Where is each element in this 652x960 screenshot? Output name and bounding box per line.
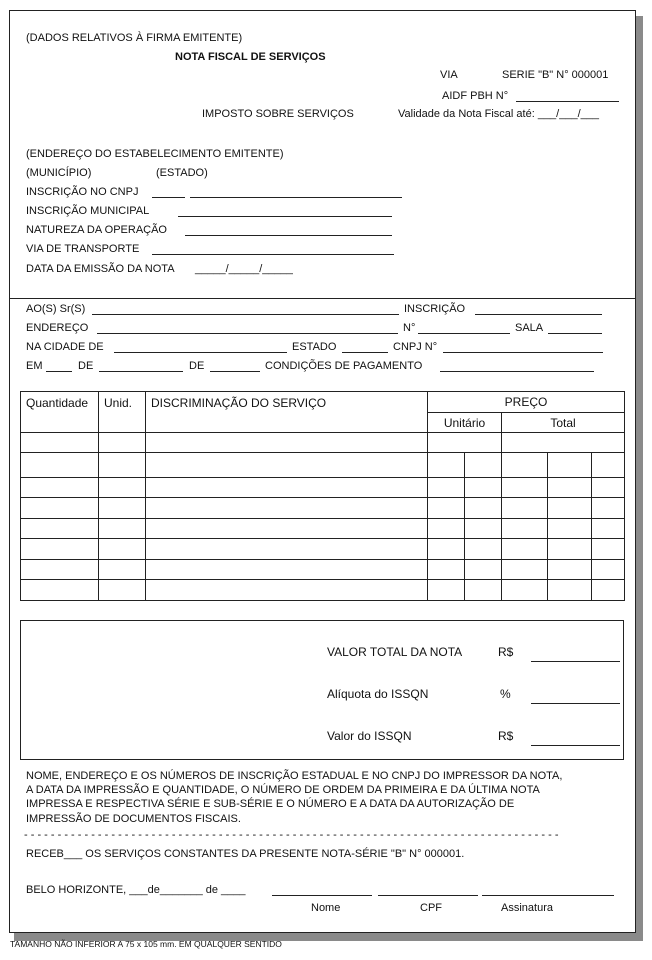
natureza-label: NATUREZA DA OPERAÇÃO: [26, 224, 167, 236]
firm-label: (DADOS RELATIVOS À FIRMA EMITENTE): [26, 32, 243, 44]
customer-inscricao-field[interactable]: [475, 304, 602, 315]
signature-assinatura-label: Assinatura: [501, 902, 553, 914]
table-cell[interactable]: [592, 519, 625, 539]
customer-to-label: AO(S) Sr(S): [26, 303, 86, 315]
tax-label: IMPOSTO SOBRE SERVIÇOS: [202, 108, 354, 120]
table-cell[interactable]: [146, 580, 428, 601]
aliquota-field[interactable]: [531, 703, 620, 704]
customer-sala-label: SALA: [515, 322, 544, 334]
table-cell[interactable]: [548, 580, 592, 601]
table-cell[interactable]: [428, 478, 465, 498]
table-cell[interactable]: [428, 539, 465, 560]
table-row: [21, 453, 625, 478]
table-cell[interactable]: [146, 560, 428, 580]
table-cell[interactable]: [465, 478, 502, 498]
table-cell[interactable]: [146, 433, 428, 453]
section-divider: [10, 298, 635, 299]
table-row: [21, 580, 625, 601]
table-cell[interactable]: [548, 498, 592, 519]
table-cell[interactable]: [502, 539, 548, 560]
table-cell[interactable]: [428, 519, 465, 539]
signature-nome-label: Nome: [311, 902, 341, 914]
aidf-field[interactable]: [516, 91, 619, 102]
receipt-city-date: BELO HORIZONTE, ___de_______ de ____: [26, 884, 246, 896]
table-cell[interactable]: [146, 453, 428, 478]
table-cell[interactable]: [146, 519, 428, 539]
table-cell[interactable]: [428, 498, 465, 519]
customer-cnpj-label: CNPJ N°: [393, 341, 438, 353]
signature-assinatura-line[interactable]: [482, 895, 614, 896]
customer-cidade-field[interactable]: [114, 342, 287, 353]
table-cell[interactable]: [21, 560, 99, 580]
table-cell[interactable]: [502, 453, 548, 478]
issqn-currency: R$: [498, 729, 514, 743]
signature-cpf-line[interactable]: [378, 895, 478, 896]
emissao-label: DATA DA EMISSÃO DA NOTA: [26, 263, 175, 275]
table-cell[interactable]: [21, 433, 99, 453]
customer-name-field[interactable]: [92, 304, 399, 315]
customer-estado-field[interactable]: [342, 342, 388, 353]
table-cell[interactable]: [99, 453, 146, 478]
municipal-field[interactable]: [178, 206, 392, 217]
table-cell[interactable]: [146, 498, 428, 519]
total-field[interactable]: [531, 661, 620, 662]
emitter-estado: (ESTADO): [156, 167, 208, 179]
table-cell[interactable]: [502, 519, 548, 539]
emitter-address: (ENDEREÇO DO ESTABELECIMENTO EMITENTE): [26, 148, 284, 160]
table-cell[interactable]: [548, 539, 592, 560]
table-cell[interactable]: [465, 498, 502, 519]
table-cell[interactable]: [592, 498, 625, 519]
table-cell[interactable]: [592, 560, 625, 580]
customer-cnpj-field[interactable]: [443, 342, 603, 353]
customer-em-label: EM: [26, 360, 43, 372]
table-cell[interactable]: [21, 539, 99, 560]
issqn-field[interactable]: [531, 745, 620, 746]
emissao-date-field[interactable]: _____/_____/_____: [195, 263, 293, 275]
table-cell[interactable]: [21, 519, 99, 539]
cnpj-field-1[interactable]: [152, 187, 185, 198]
aliquota-label: Alíquota do ISSQN: [327, 687, 429, 701]
table-cell[interactable]: [146, 539, 428, 560]
receipt-text: RECEB___ OS SERVIÇOS CONSTANTES DA PRESENTE NOTA-SÉRIE "B" N° 000001.: [26, 848, 465, 860]
table-cell[interactable]: [99, 498, 146, 519]
size-note: TAMANHO NÃO INFERIOR A 75 x 105 mm. EM QUALQUER SENTIDO: [10, 939, 282, 949]
customer-de1-label: DE: [78, 360, 94, 372]
table-row: [21, 433, 625, 453]
customer-de1-field[interactable]: [99, 361, 183, 372]
table-row: [21, 498, 625, 519]
column-quantidade: Quantidade: [21, 392, 99, 433]
table-cell[interactable]: [502, 498, 548, 519]
column-discriminacao: DISCRIMINAÇÃO DO SERVIÇO: [146, 392, 428, 433]
aidf-label: AIDF PBH N°: [442, 90, 509, 102]
table-cell[interactable]: [502, 478, 548, 498]
customer-de2-label: DE: [189, 360, 205, 372]
printer-note-line: NOME, ENDEREÇO E OS NÚMEROS DE INSCRIÇÃO ESTADUAL E NO CNPJ DO IMPRESSOR DA NOTA,: [26, 770, 563, 782]
customer-endereco-label: ENDEREÇO: [26, 322, 89, 334]
table-cell[interactable]: [465, 519, 502, 539]
transporte-field[interactable]: [152, 244, 394, 255]
table-cell[interactable]: [21, 453, 99, 478]
aliquota-unit: %: [500, 687, 511, 701]
cnpj-field-2[interactable]: [190, 187, 402, 198]
table-row: [21, 560, 625, 580]
table-cell[interactable]: [21, 498, 99, 519]
customer-endereco-field[interactable]: [97, 323, 398, 334]
column-total: Total: [502, 413, 625, 433]
printer-note-line: A DATA DA IMPRESSÃO E QUANTIDADE, O NÚMERO DE ORDEM DA PRIMEIRA E DA ÚLTIMA NOTA: [26, 784, 540, 797]
customer-condicoes-field[interactable]: [440, 361, 594, 372]
table-cell[interactable]: [99, 560, 146, 580]
municipal-label: INSCRIÇÃO MUNICIPAL: [26, 205, 150, 217]
printer-note: [26, 769, 562, 826]
issqn-label: Valor do ISSQN: [327, 729, 412, 743]
column-preco: PREÇO: [428, 392, 625, 413]
customer-numero-label: N°: [403, 322, 416, 334]
table-cell[interactable]: [548, 478, 592, 498]
natureza-field[interactable]: [185, 225, 392, 236]
table-cell[interactable]: [502, 560, 548, 580]
table-cell[interactable]: [465, 453, 502, 478]
table-cell[interactable]: [548, 453, 592, 478]
customer-em-field[interactable]: [46, 361, 72, 372]
table-cell[interactable]: [548, 560, 592, 580]
table-cell[interactable]: [465, 580, 502, 601]
table-cell[interactable]: [592, 580, 625, 601]
customer-de2-field[interactable]: [210, 361, 260, 372]
signature-nome-line[interactable]: [272, 895, 372, 896]
customer-inscricao-label: INSCRIÇÃO: [404, 303, 466, 315]
form-title: NOTA FISCAL DE SERVIÇOS: [175, 51, 326, 63]
table-cell[interactable]: [465, 539, 502, 560]
totals-box: [20, 620, 624, 760]
transporte-label: VIA DE TRANSPORTE: [26, 243, 140, 255]
table-cell[interactable]: [99, 519, 146, 539]
customer-condicoes-label: CONDIÇÕES DE PAGAMENTO: [265, 360, 423, 372]
table-cell[interactable]: [428, 580, 465, 601]
table-cell[interactable]: [99, 580, 146, 601]
table-cell[interactable]: [21, 580, 99, 601]
table-cell[interactable]: [428, 560, 465, 580]
table-row: [21, 519, 625, 539]
table-cell[interactable]: [502, 580, 548, 601]
table-row: [21, 478, 625, 498]
table-cell[interactable]: [99, 478, 146, 498]
signature-cpf-label: CPF: [420, 902, 442, 914]
customer-sala-field[interactable]: [548, 323, 602, 334]
validity-label: Validade da Nota Fiscal até: ___/___/___: [398, 108, 599, 120]
table-cell[interactable]: [99, 433, 146, 453]
customer-numero-field[interactable]: [418, 323, 510, 334]
cut-line: - - - - - - - - - - - - - - - - - - - - - - - - - - - - - - - - - - - - - - - - - - - - - - - - - - - - - - - - - - - - - - - - - - - - - - - - - - - - - - - -: [24, 829, 559, 841]
total-currency: R$: [498, 645, 514, 659]
cnpj-label: INSCRIÇÃO NO CNPJ: [26, 186, 139, 198]
customer-estado-label: ESTADO: [292, 341, 337, 353]
emitter-municipio: (MUNICÍPIO): [26, 167, 92, 179]
serie-number: SERIE "B" N° 000001: [502, 69, 609, 81]
total-label: VALOR TOTAL DA NOTA: [327, 645, 463, 659]
table-cell[interactable]: [428, 453, 465, 478]
table-cell[interactable]: [21, 478, 99, 498]
table-cell[interactable]: [592, 539, 625, 560]
table-cell[interactable]: [146, 478, 428, 498]
printer-note-line: IMPRESSA E RESPECTIVA SÉRIE E SUB-SÉRIE E O NÚMERO E A DATA DA AUTORIZAÇÃO DE: [26, 798, 515, 811]
services-table: [20, 391, 625, 601]
table-cell[interactable]: [592, 478, 625, 498]
via-label: VIA: [440, 69, 458, 81]
customer-cidade-label: NA CIDADE DE: [26, 341, 104, 353]
printer-note-line: IMPRESSÃO DE DOCUMENTOS FISCAIS.: [26, 812, 241, 825]
column-unitario: Unitário: [428, 413, 502, 433]
table-cell[interactable]: [592, 453, 625, 478]
table-cell[interactable]: [465, 560, 502, 580]
table-cell[interactable]: [548, 519, 592, 539]
table-cell[interactable]: [502, 433, 625, 453]
column-unid: Unid.: [99, 392, 146, 433]
table-cell[interactable]: [99, 539, 146, 560]
table-row: [21, 539, 625, 560]
table-cell[interactable]: [428, 433, 502, 453]
